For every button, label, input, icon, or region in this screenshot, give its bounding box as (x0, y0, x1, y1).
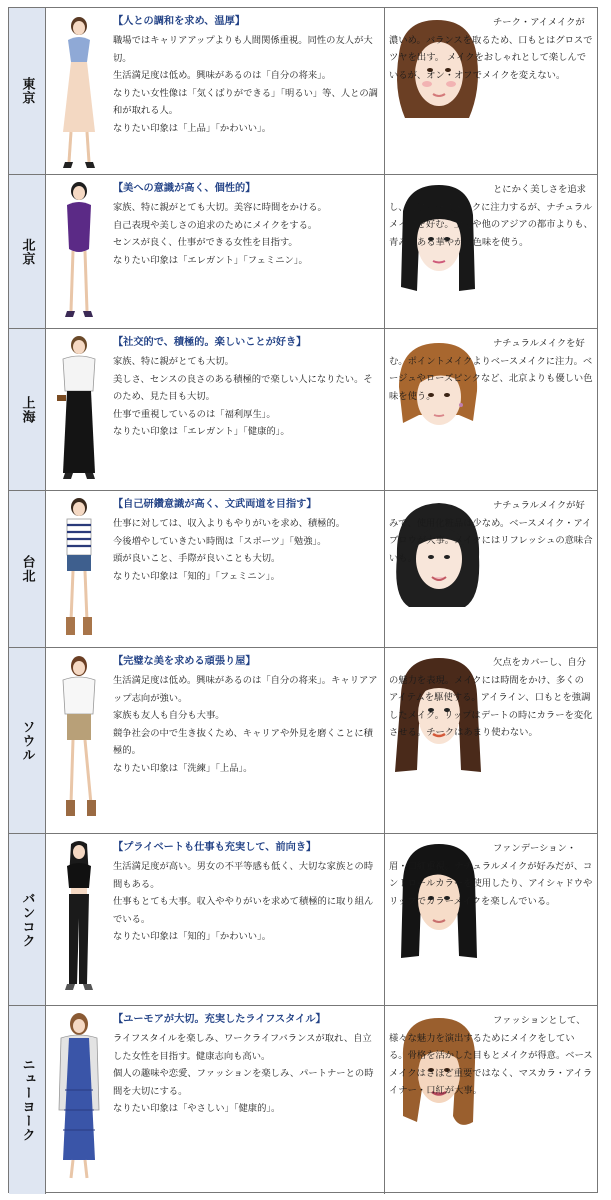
makeup-description (389, 840, 593, 910)
lifestyle-profile (113, 335, 381, 441)
column-divider (384, 329, 385, 490)
column-divider (384, 175, 385, 328)
city-label: 東京 (19, 77, 35, 105)
city-label: ニューヨーク (19, 1058, 35, 1142)
makeup-text: とにかく美しさを追求し、特にベースメイクに注力するが、ナチュラルメイクを好む。上海や他のアジアの都市よりも、青みのある華やかな色味を使う。 (389, 184, 593, 248)
profile-line: 仕事に対しては、収入よりもやりがいを求め、積極的。 (113, 518, 346, 529)
profile-line: 自己表現や美しさの追求のためにメイクをする。 (113, 219, 318, 231)
city-cell (9, 491, 46, 647)
makeup-text: ファンデーション・眉・口紅重視。ナチュラルメイクが好みだが、コントロールカラーを使用したり、アイシャドウやリップでカラーメイクを楽しんでいる。 (389, 843, 593, 907)
city-cell (9, 329, 46, 490)
city-label: 北京 (19, 237, 35, 266)
profile-line: 家族、特に親がとても大切。 (113, 356, 234, 367)
fashion-figure-illustration (51, 495, 107, 645)
profile-line: なりたい印象は「上品」「かわいい」。 (113, 122, 272, 134)
makeup-description (389, 497, 593, 567)
profile-heading: 【完璧な美を求める頑張り屋】 (113, 656, 256, 667)
profile-heading: 【プライベートも仕事も充実して、前向き】 (113, 842, 317, 853)
makeup-description (389, 1012, 593, 1100)
city-label: バンコク (19, 891, 35, 948)
lifestyle-profile (113, 1012, 381, 1118)
lifestyle-profile (113, 14, 381, 137)
fashion-figure-illustration (51, 12, 107, 172)
fashion-figure-illustration (51, 838, 107, 1002)
profile-heading: 【ユーモアが大切。充実したライフスタイル】 (113, 1014, 326, 1025)
makeup-text: チーク・アイメイクが濃いめ。バランスを取るため、口もとはグロスでツヤを出す。 メイクをおしゃれとして楽しんでいるが、オン・オフでメイクを変えない。 (389, 17, 593, 81)
profile-heading: 【自己研鑽意識が高く、文武両道を目指す】 (113, 499, 317, 510)
profile-line: 競争社会の中で生き抜くため、キャリアや外見を磨くことに積極的。 (113, 727, 373, 756)
column-divider (384, 648, 385, 833)
profile-line: なりたい印象は「知的」「フェミニン」。 (113, 570, 280, 582)
table-row (9, 8, 597, 175)
profile-heading: 【人との調和を求め、温厚】 (113, 16, 246, 27)
city-cell (9, 175, 46, 328)
makeup-text: ナチュラルメイクが好みで、使用化粧品は少なめ。ベースメイク・アイブロウが大事。メイクにはリフレッシュの意味合いも。 (389, 500, 593, 564)
fashion-figure-illustration (51, 1010, 107, 1190)
profile-line: ライフスタイルを楽しみ、ワークライフバランスが取れ、自立した女性を目指す。健康志向も高い。 (113, 1033, 372, 1062)
fashion-figure-illustration (51, 333, 107, 487)
column-divider (384, 834, 385, 1005)
makeup-description (389, 335, 593, 405)
profile-line: 今後増やしていきたい時間は「スポーツ」「勉強」。 (113, 535, 327, 547)
profile-line: 仕事もとても大事。収入ややりがいを求めて積極的に取り組んでいる。 (113, 896, 374, 925)
profile-line: センスが良く、仕事ができる女性を目指す。 (113, 237, 298, 248)
table-row (9, 175, 597, 329)
profile-line: なりたい印象は「エレガント」「フェミニン」。 (113, 254, 308, 266)
profile-line: 頭が良いこと、手際が良いことも大切。 (113, 553, 281, 564)
profile-line: なりたい印象は「洗練」「上品」。 (113, 762, 253, 774)
city-cell (9, 1006, 46, 1194)
comparison-table (8, 7, 598, 1193)
column-divider (384, 491, 385, 647)
profile-heading: 【美への意識が高く、個性的】 (113, 183, 256, 194)
column-divider (384, 8, 385, 174)
profile-line: 家族、特に親がとても大切。美容に時間をかける。 (113, 202, 327, 213)
city-label: ソウル (19, 719, 35, 762)
lifestyle-profile (113, 654, 381, 777)
city-label: 台北 (19, 555, 35, 583)
profile-line: 生活満足度が高い。男女の不平等感も低く、大切な家族との時間もある。 (113, 861, 374, 890)
profile-line: 生活満足度は低め。興味があるのは「自分の将来」。キャリアアップ志向が強い。 (113, 675, 378, 704)
profile-line: 仕事で重視しているのは「福利厚生」。 (113, 408, 276, 420)
profile-line: 美しさ、センスの良さのある積極的で楽しい人になりたい。そのため、見た目も大切。 (113, 373, 373, 402)
profile-line: 生活満足度は低め。興味があるのは「自分の将来」。 (113, 70, 332, 81)
table-row (9, 648, 597, 834)
makeup-text: ファッションとして、様々な魅力を演出するためにメイクをしている。骨格を活かした目もとメイクが得意。ベースメイクはさほど重要ではなく、マスカラ・アイライナー・口紅が大事。 (389, 1015, 593, 1096)
makeup-text: 欠点をカバーし、自分の魅力を表現。メイクには時間をかけ、多くのアイテムを駆使する。アイライン、口もとを強調したメイク。リップはデートの時にカラーを変化させる。チークはあまり使わない。 (389, 657, 593, 738)
table-row (9, 491, 597, 648)
profile-line: なりたい印象は「知的」「かわいい」。 (113, 931, 272, 942)
makeup-description (389, 14, 593, 84)
city-cell (9, 8, 46, 174)
fashion-figure-illustration (51, 652, 107, 828)
lifestyle-profile (113, 840, 381, 946)
table-row (9, 1006, 597, 1194)
lifestyle-profile (113, 497, 381, 585)
profile-line: 個人の趣味や恋愛、ファッションを楽しみ、パートナーとの時間を大切にする。 (113, 1068, 374, 1097)
profile-heading: 【社交的で、積極的。楽しいことが好き】 (113, 337, 307, 348)
city-label: 上海 (19, 395, 35, 424)
table-row (9, 329, 597, 491)
lifestyle-profile (113, 181, 381, 269)
profile-line: なりたい印象は「やさしい」「健康的」。 (113, 1103, 281, 1114)
fashion-figure-illustration (51, 179, 107, 325)
table-row (9, 834, 597, 1006)
makeup-text: ナチュラルメイクを好む。ポイントメイクよりベースメイクに注力。ベージュやローズピンクなど、北京よりも優しい色味を使う。 (389, 338, 593, 402)
makeup-description (389, 181, 593, 251)
profile-line: なりたい女性像は「気くばりができる」「明るい」等、人との調和が取れる人。 (113, 87, 378, 116)
profile-line: なりたい印象は「エレガント」「健康的」。 (113, 426, 290, 437)
profile-line: 家族も友人も自分も大事。 (113, 710, 225, 721)
column-divider (384, 1006, 385, 1194)
city-cell (9, 648, 46, 833)
city-cell (9, 834, 46, 1005)
makeup-description (389, 654, 593, 742)
profile-line: 職場ではキャリアアップよりも人間関係重視。同性の友人が大切。 (113, 35, 373, 64)
